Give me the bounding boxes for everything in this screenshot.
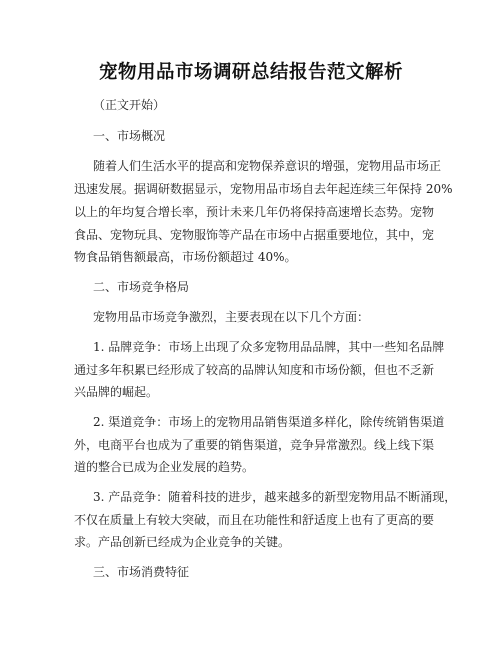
section-heading-market-overview: 一、市场概况 [93, 129, 166, 143]
document-title: 宠物用品市场调研总结报告范文解析 [98, 62, 403, 83]
text-line: 迅速发展。据调研数据显示，宠物用品市场自去年起连续三年保持 20% [74, 182, 453, 196]
text-line: 随着人们生活水平的提高和宠物保养意识的增强，宠物用品市场正 [93, 159, 442, 173]
text-line: 1. 品牌竞争：市场上出现了众多宠物用品品牌，其中一些知名品牌 [93, 340, 445, 354]
text-line: 食品、宠物玩具、宠物服饰等产品在市场中占据重要地位，其中，宠 [74, 228, 435, 242]
text-line: 求。产品创新已经成为企业竞争的关键。 [74, 535, 291, 549]
text-line: 外，电商平台也成为了重要的销售渠道，竞争异常激烈。线上线下渠 [74, 438, 435, 452]
text-line: 兴品牌的崛起。 [74, 385, 159, 399]
text-line: 不仅在质量上有较大突破，而且在功能性和舒适度上也有了更高的要 [74, 513, 435, 527]
text-line: 通过多年积累已经形成了较高的品牌认知度和市场份额，但也不乏新 [74, 363, 435, 377]
section-heading-consumption: 三、市场消费特征 [93, 565, 190, 579]
section-heading-competition: 二、市场竞争格局 [93, 280, 190, 294]
text-line: 以上的年均复合增长率，预计未来几年仍将保持高速增长态势。宠物 [74, 205, 435, 219]
text-line: 物食品销售额最高，市场份额超过 40%。 [74, 250, 297, 264]
text-line: 道的整合已成为企业发展的趋势。 [74, 460, 255, 474]
competition-lead: 宠物用品市场竞争激烈，主要表现在以下几个方面： [93, 310, 370, 324]
text-line: 3. 产品竞争：随着科技的进步，越来越多的新型宠物用品不断涌现， [93, 490, 457, 504]
text-line: 2. 渠道竞争：市场上的宠物用品销售渠道多样化，除传统销售渠道 [93, 415, 445, 429]
intro-marker: （正文开始） [93, 98, 166, 112]
